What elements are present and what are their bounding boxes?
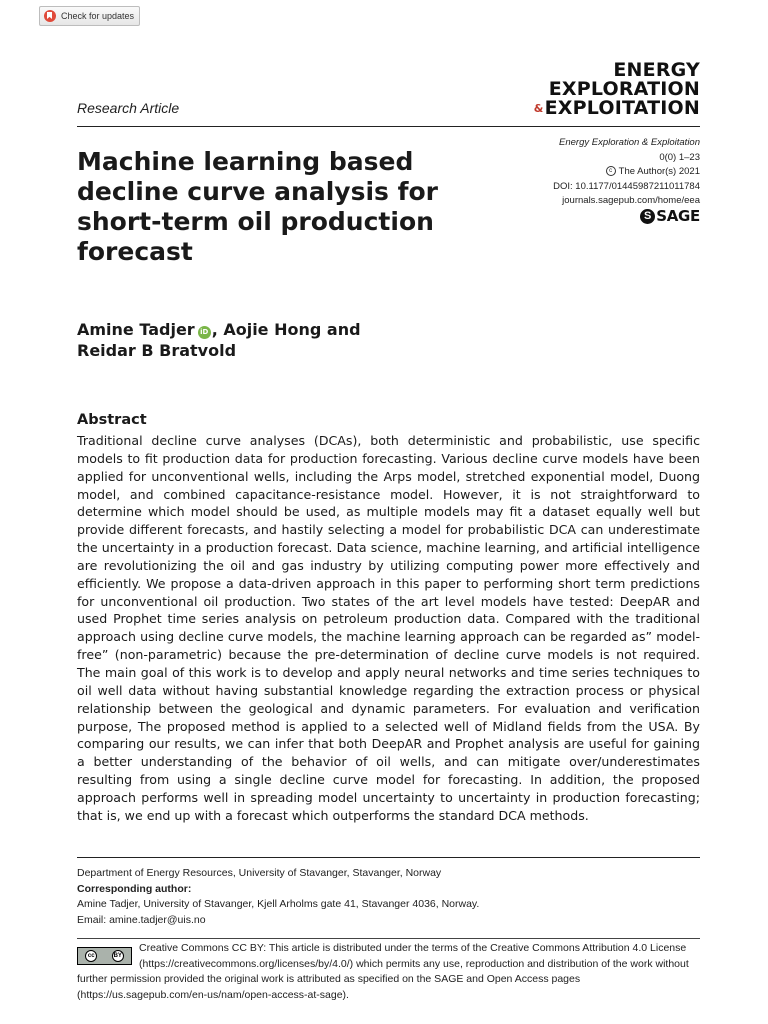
sage-logo-icon: S xyxy=(640,209,655,224)
meta-doi[interactable]: DOI: 10.1177/01445987211011784 xyxy=(553,180,700,192)
journal-logo-line3 xyxy=(534,99,700,118)
journal-logo-line2: EXPLORATION xyxy=(548,78,700,100)
abstract-heading: Abstract xyxy=(77,412,147,428)
corresponding-author-heading: Corresponding author: xyxy=(77,882,192,895)
license-text: Creative Commons CC BY: This article is distributed under the terms of the Creative Commons Attribution 4.0 License (https://creativecommons.org/licenses/by/4.0/) which permits any use, reproduction and distribution of the work without further permission provided the original work is attributed as specified on the SAGE and Open Access pages (https://us.sagepub.com/en-us/nam/open-access-at-sage). xyxy=(77,942,689,1001)
author-first[interactable]: Amine Tadjer xyxy=(77,320,195,339)
journal-logo-line1: ENERGY xyxy=(613,59,700,81)
affiliation-block xyxy=(77,866,700,928)
article-title: Machine learning based decline curve analysis for short-term oil production forecast xyxy=(77,147,438,266)
article-type: Research Article xyxy=(77,100,180,116)
meta-journal: Energy Exploration & Exploitation xyxy=(559,137,700,148)
cc-by-badge-icon xyxy=(77,947,132,965)
license-block xyxy=(77,941,700,1003)
journal-logo-line3-text: EXPLOITATION xyxy=(544,97,700,119)
journal-logo xyxy=(534,61,700,118)
bookmark-icon xyxy=(44,10,56,22)
author-rest-line1: , Aojie Hong and xyxy=(211,320,361,339)
abstract-body: Traditional decline curve analyses (DCAs), both deterministic and probabilistic, use specific models to fit production data for production forecasting. Various decline curve models have been applied for unconventional wells, including the Arps model, stretched exponential model, Duong model, and combined capacitance-resistance model. However, it is not straightforward to determine which model should be used, as multiple models may fit a dataset equally well but provide different forecasts, and hastily selecting a model for probabilistic DCA can underestimate the uncertainty in a production forecast. Data science, machine learning, and artificial intelligence are revolutionizing the oil and gas industry by utilizing computing power more effectively and efficiently. We propose a data-driven approach in this paper to performing short term predictions for unconventional oil production. Two states of the art level models have tested: DeepAR and used Prophet time series analysis on petroleum production data. Compared with the traditional approach using decline curve models, the machine learning approach can be regarded as” model-free” (non-parametric) because the pre-determination of decline curve models is not required. The main goal of this work is to develop and apply neural networks and time series techniques to oil well data without having substantial knowledge regarding the extraction process or physical relationship between the geological and dynamic parameters. For evaluation and verification purpose, The proposed method is applied to a selected well of Midland fields from the USA. By comparing our results, we can infer that both DeepAR and Prophet analysis are useful for gaining a better understanding of the behavior of oil wells, and can mitigate over/underestimates resulting from using a single decline curve model for forecasting. In addition, the proposed approach performs well in spreading model uncertainty to uncertainty in production forecasting; that is, we end up with a forecast which outperforms the standard DCA methods. xyxy=(77,433,700,823)
journal-logo-ampersand: & xyxy=(533,101,544,115)
copyright-icon: c xyxy=(606,166,616,176)
author-list xyxy=(77,319,397,361)
sage-logo-text: SAGE xyxy=(656,207,700,225)
corresponding-author-address: Amine Tadjer, University of Stavanger, Kjell Arholms gate 41, Stavanger 4036, Norway. xyxy=(77,898,480,910)
meta-url[interactable]: journals.sagepub.com/home/eea xyxy=(562,195,700,206)
cc-icon: cc xyxy=(85,950,97,962)
sage-logo xyxy=(640,207,700,225)
meta-copyright xyxy=(553,165,700,180)
by-icon: BY xyxy=(112,950,124,962)
check-for-updates-button[interactable] xyxy=(39,6,140,26)
header-divider xyxy=(77,126,700,127)
author-line2: Reidar B Bratvold xyxy=(77,341,237,360)
license-divider xyxy=(77,938,700,939)
affiliation-department: Department of Energy Resources, University of Stavanger, Stavanger, Norway xyxy=(77,867,442,879)
footer-divider xyxy=(77,857,700,858)
check-for-updates-label: Check for updates xyxy=(61,11,135,21)
corresponding-author-email[interactable]: Email: amine.tadjer@uis.no xyxy=(77,913,206,926)
meta-volume: 0(0) 1–23 xyxy=(659,151,700,163)
article-meta xyxy=(553,136,700,209)
orcid-icon[interactable]: iD xyxy=(198,326,211,339)
meta-copyright-text: The Author(s) 2021 xyxy=(618,166,700,177)
